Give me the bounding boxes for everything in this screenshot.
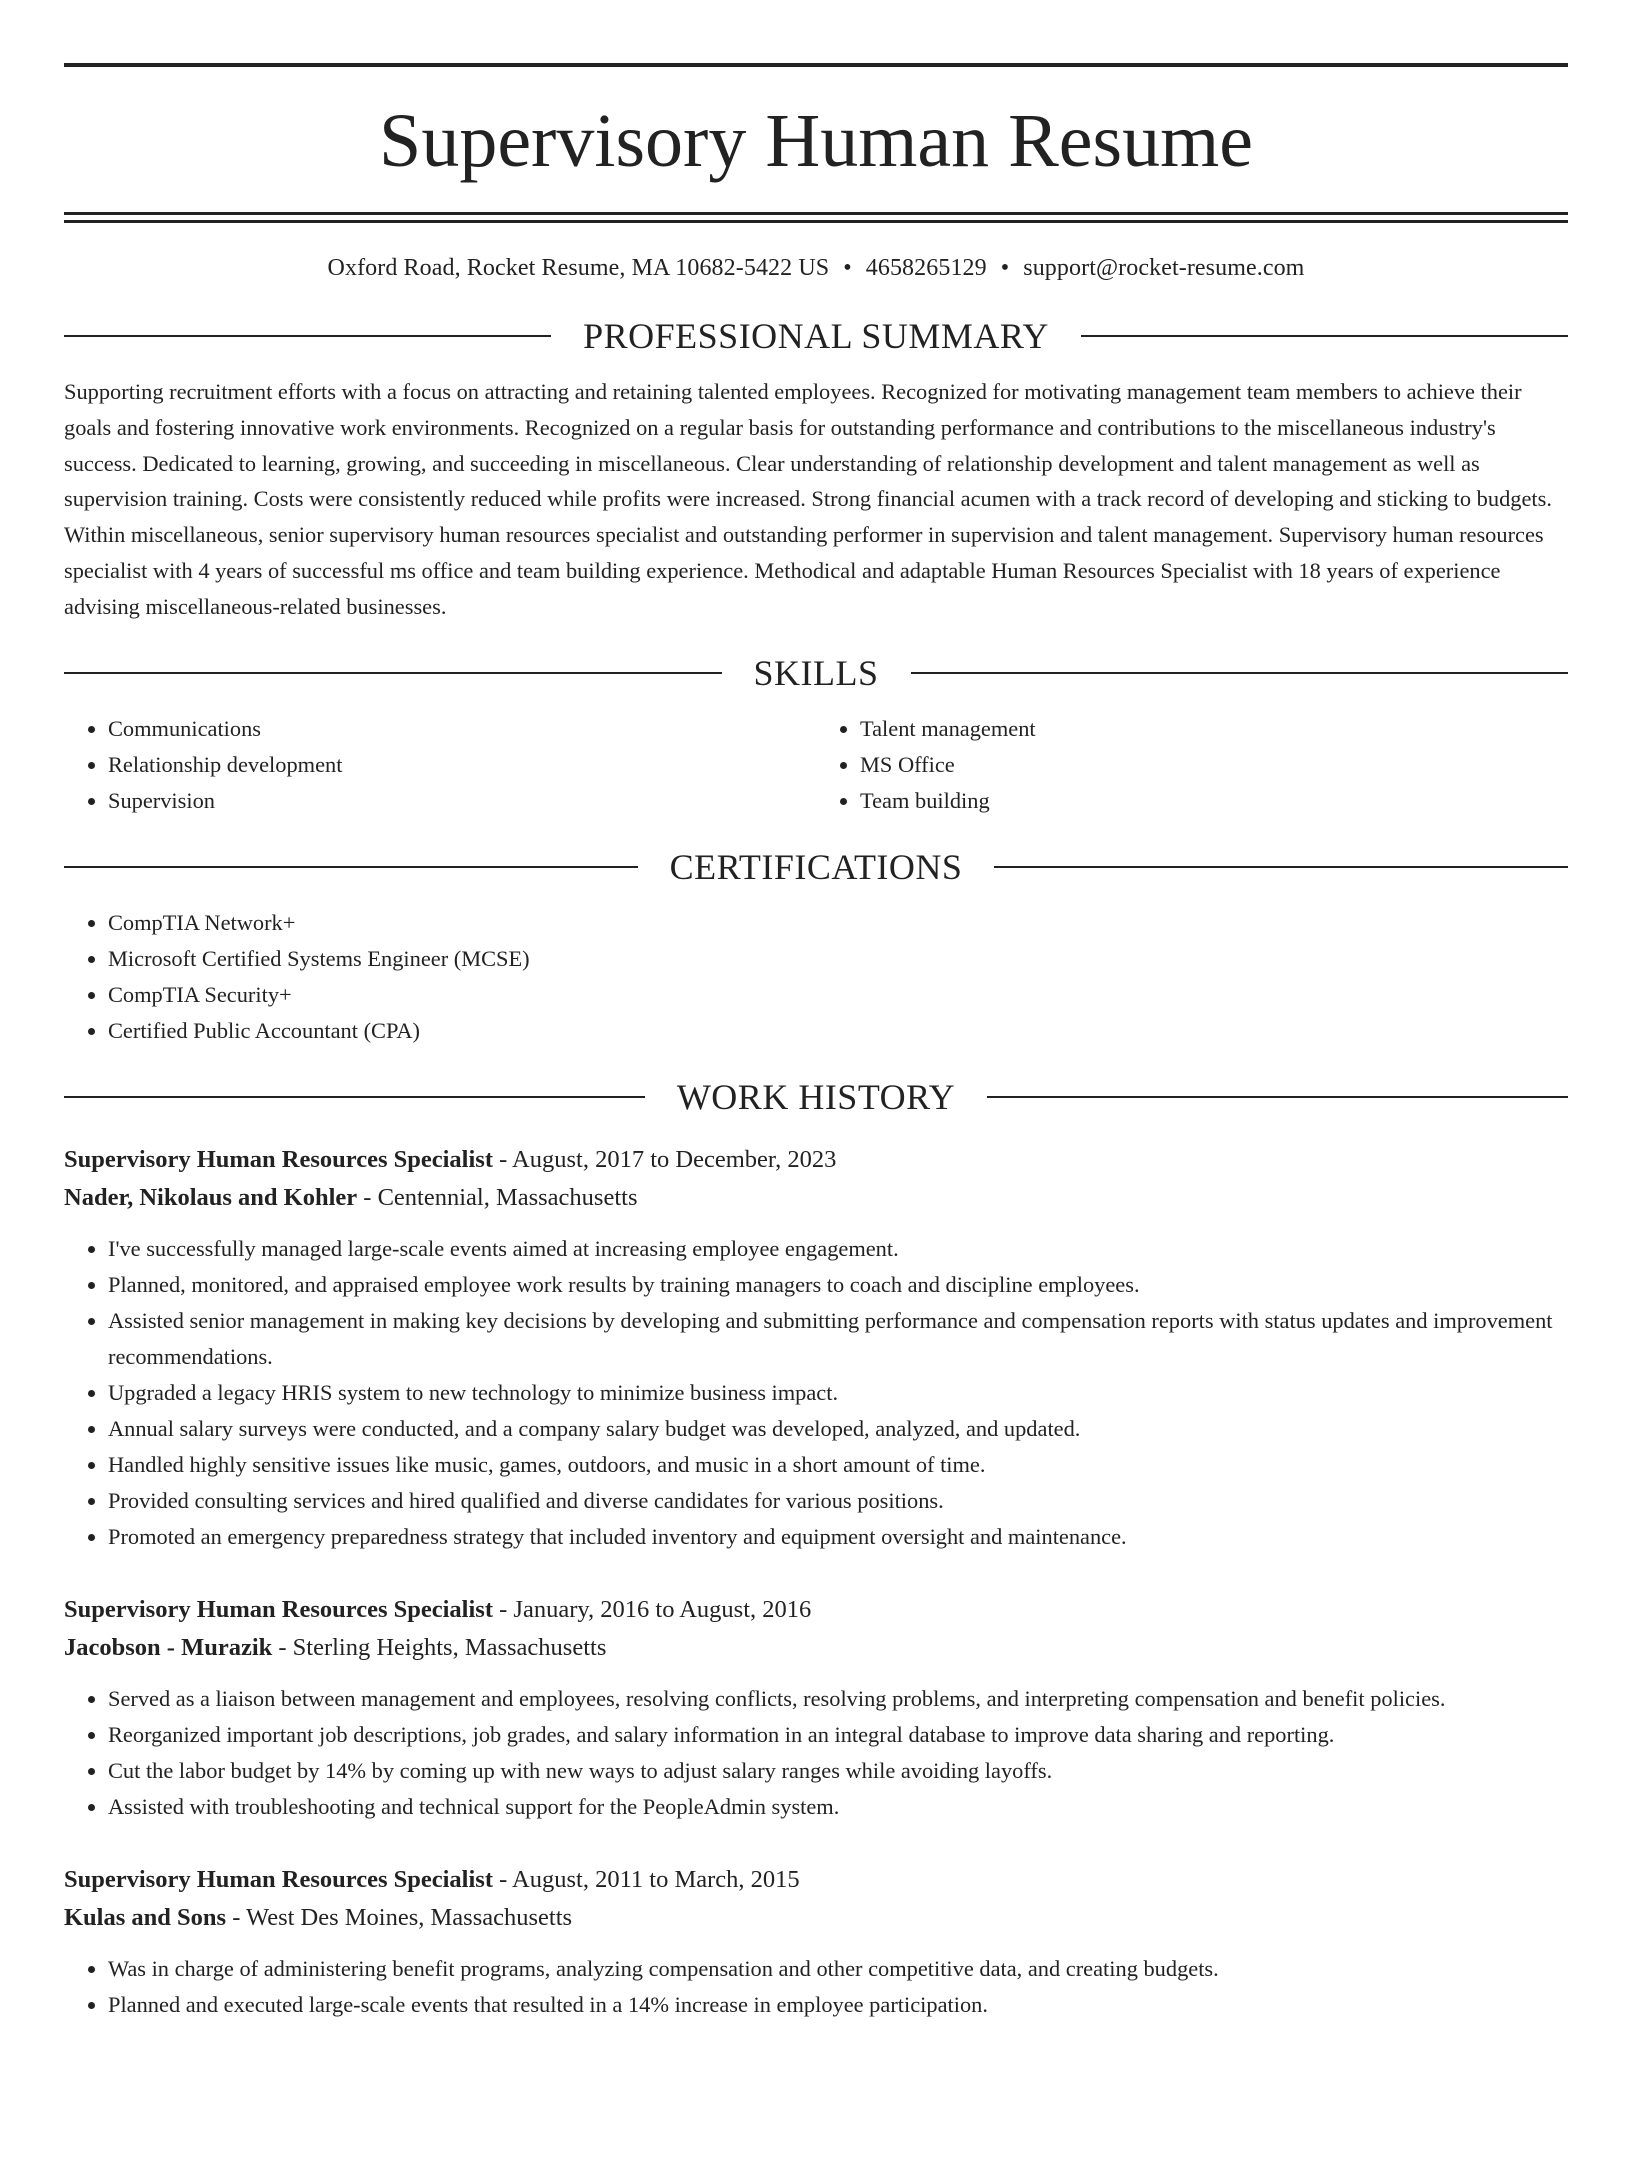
job-company-line [64, 1629, 1568, 1667]
job-bullet: • Cut the labor budget by 14% by coming up with new ways to adjust salary ranges while avoiding layoffs. [108, 1753, 1568, 1789]
job-bullet: • Promoted an emergency preparedness strategy that included inventory and equipment oversight and maintenance. [108, 1519, 1568, 1555]
job-dates: - August, 2017 to December, 2023 [493, 1145, 837, 1173]
job-title-line [64, 1141, 1568, 1179]
job-company-line [64, 1899, 1568, 1937]
job-location: - Centennial, Massachusetts [357, 1183, 638, 1211]
job-company: Kulas and Sons [64, 1903, 227, 1931]
title-double-rule [64, 212, 1568, 223]
contact-email[interactable]: support@rocket-resume.com [1023, 255, 1305, 281]
job-title: Supervisory Human Resources Specialist [64, 1595, 493, 1623]
job-bullet: • I've successfully managed large-scale events aimed at increasing employee engagement. [108, 1231, 1568, 1267]
job-dates: - August, 2011 to March, 2015 [493, 1865, 800, 1893]
contact-separator: • [843, 255, 852, 281]
section-title: PROFESSIONAL SUMMARY [583, 316, 1049, 356]
contact-line [64, 255, 1568, 282]
divider [64, 1096, 645, 1098]
job-bullet: • Provided consulting services and hired qualified and diverse candidates for various positions. [108, 1483, 1568, 1519]
job-company: Jacobson - Murazik [64, 1633, 273, 1661]
contact-phone: 4658265129 [865, 255, 987, 281]
job-entry [64, 1591, 1568, 1825]
job-title: Supervisory Human Resources Specialist [64, 1145, 493, 1173]
divider [64, 672, 722, 674]
skills-heading [64, 652, 1568, 693]
job-title-line [64, 1861, 1568, 1899]
certification-item: • Certified Public Accountant (CPA) [108, 1013, 1568, 1049]
certifications-heading [64, 846, 1568, 887]
section-title: CERTIFICATIONS [669, 846, 963, 887]
job-bullet: • Reorganized important job descriptions, job grades, and salary information in an integral database to improve data sharing and reporting. [108, 1717, 1568, 1753]
skill-item: • MS Office [860, 747, 1568, 783]
divider [987, 1096, 1568, 1098]
certification-item: • CompTIA Network+ [108, 905, 1568, 941]
skills-right-column [816, 711, 1568, 819]
job-title: Supervisory Human Resources Specialist [64, 1865, 493, 1893]
divider [64, 866, 638, 868]
contact-address: Oxford Road, Rocket Resume, MA 10682-5422 US [327, 255, 830, 281]
divider [64, 335, 551, 337]
job-bullets [64, 1951, 1568, 2023]
divider [911, 672, 1569, 674]
job-bullet: • Was in charge of administering benefit programs, analyzing compensation and other competitive data, and creating budgets. [108, 1951, 1568, 1987]
skill-item: • Supervision [108, 783, 816, 819]
divider [1081, 335, 1568, 337]
job-bullets [64, 1231, 1568, 1555]
job-dates: - January, 2016 to August, 2016 [493, 1595, 812, 1623]
job-entry [64, 1861, 1568, 2023]
job-bullet: • Planned, monitored, and appraised employee work results by training managers to coach and discipline employees. [108, 1267, 1568, 1303]
skill-item: • Talent management [860, 711, 1568, 747]
job-company-line [64, 1179, 1568, 1217]
resume-title: Supervisory Human Resume [379, 99, 1253, 183]
skill-item: • Team building [860, 783, 1568, 819]
job-bullets [64, 1681, 1568, 1825]
skill-item: • Relationship development [108, 747, 816, 783]
certification-item: • Microsoft Certified Systems Engineer (MCSE) [108, 941, 1568, 977]
certifications-list [64, 905, 1568, 1049]
certification-item: • CompTIA Security+ [108, 977, 1568, 1013]
job-location: - Sterling Heights, Massachusetts [272, 1633, 607, 1661]
job-bullet: • Assisted with troubleshooting and technical support for the PeopleAdmin system. [108, 1789, 1568, 1825]
summary-text: Supporting recruitment efforts with a focus on attracting and retaining talented employees. Recognized for motivating management team members to achieve their goals and fostering innovative work environments. Recognized on a regular basis for outstanding performance and contributions to the miscellaneous industry's success. Dedicated to learning, growing, and succeeding in miscellaneous. Clear understanding of relationship development and talent management as well as supervision training. Costs were consistently reduced while profits were increased. Strong financial acumen with a track record of developing and sticking to budgets. Within miscellaneous, senior supervisory human resources specialist and outstanding performer in supervision and talent management. Supervisory human resources specialist with 4 years of successful ms office and team building experience. Methodical and adaptable Human Resources Specialist with 18 years of experience advising miscellaneous-related businesses. [64, 379, 1552, 619]
contact-separator: • [1000, 255, 1010, 281]
job-bullet: • Assisted senior management in making key decisions by developing and submitting performance and compensation reports with status updates and improvement recommendations. [108, 1303, 1568, 1375]
skills-left-column [64, 711, 816, 819]
job-entry [64, 1141, 1568, 1555]
work-history-heading [64, 1076, 1568, 1117]
job-bullet: • Planned and executed large-scale events that resulted in a 14% increase in employee participation. [108, 1987, 1568, 2023]
skills-list [64, 711, 1568, 819]
divider [994, 866, 1568, 868]
resume-page [0, 63, 1632, 2175]
section-title: WORK HISTORY [676, 1076, 956, 1117]
job-bullet: • Handled highly sensitive issues like music, games, outdoors, and music in a short amount of time. [108, 1447, 1568, 1483]
summary-heading [64, 318, 1568, 354]
job-bullet: • Upgraded a legacy HRIS system to new technology to minimize business impact. [108, 1375, 1568, 1411]
job-location: - West Des Moines, Massachusetts [226, 1903, 573, 1931]
job-title-line [64, 1591, 1568, 1629]
job-company: Nader, Nikolaus and Kohler [64, 1183, 358, 1211]
job-bullet: • Served as a liaison between management and employees, resolving conflicts, resolving problems, and interpreting compensation and benefit policies. [108, 1681, 1568, 1717]
section-title: SKILLS [753, 652, 879, 693]
job-bullet: • Annual salary surveys were conducted, and a company salary budget was developed, analyzed, and updated. [108, 1411, 1568, 1447]
skill-item: • Communications [108, 711, 816, 747]
